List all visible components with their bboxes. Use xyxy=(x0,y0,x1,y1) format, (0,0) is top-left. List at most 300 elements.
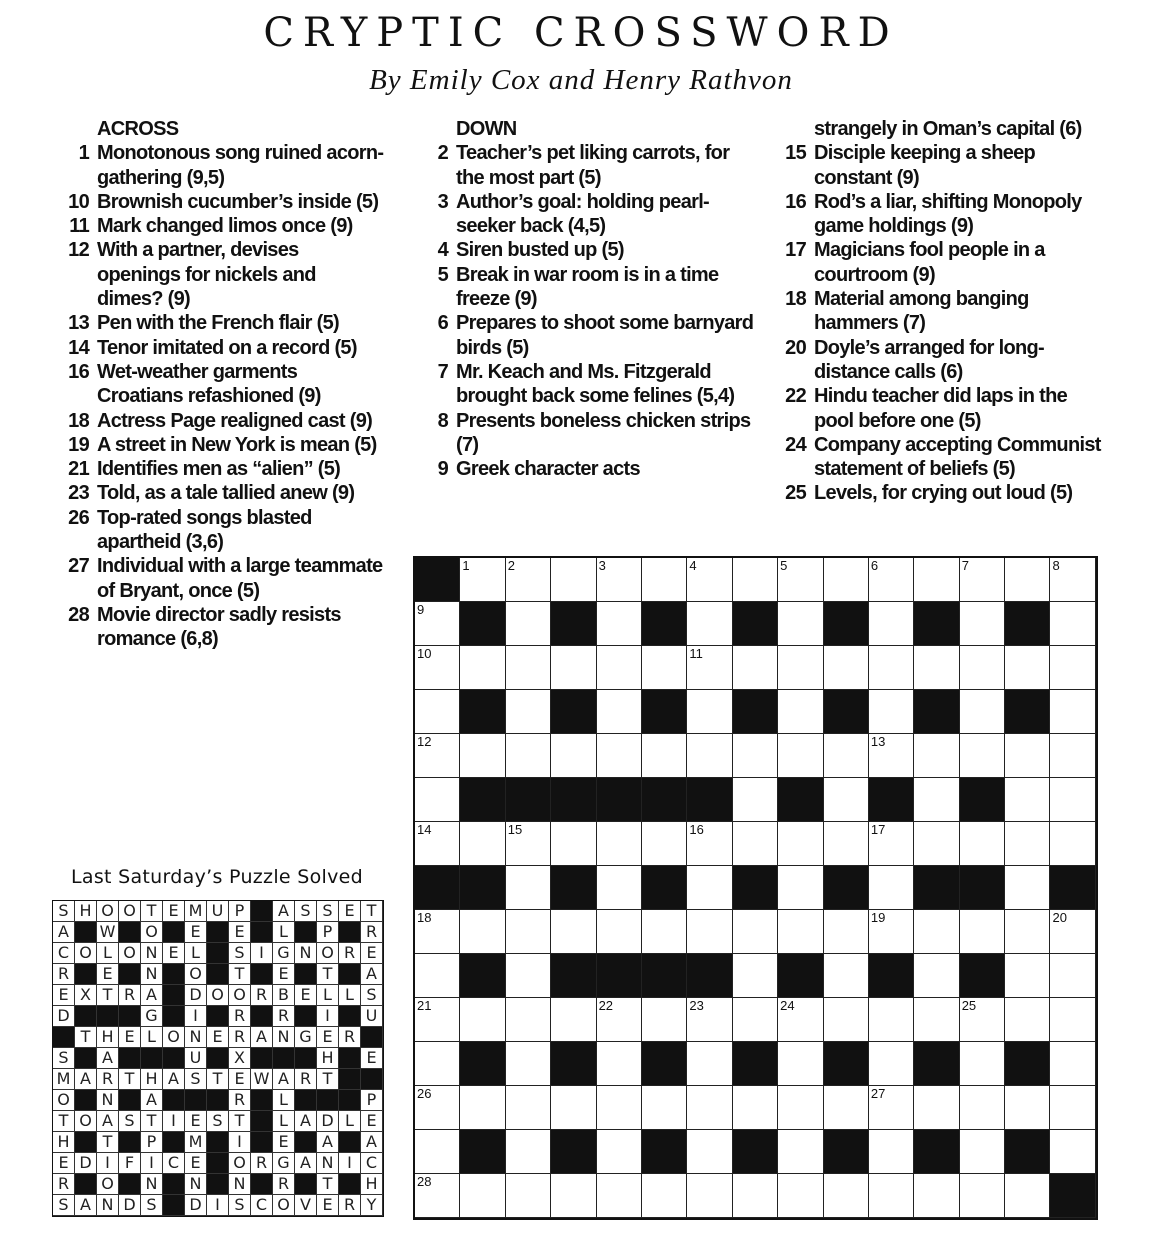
grid-square[interactable] xyxy=(778,998,823,1042)
solution-black-square xyxy=(75,1132,97,1153)
grid-square[interactable] xyxy=(506,954,551,998)
grid-square[interactable] xyxy=(460,822,505,866)
clue-number: 20 xyxy=(785,336,806,359)
clue-text: Tenor imitated on a record (5) xyxy=(97,336,357,359)
solution-black-square xyxy=(251,1048,273,1069)
solution-letter: N xyxy=(97,1090,119,1111)
grid-square[interactable] xyxy=(869,1174,914,1218)
black-square xyxy=(960,954,1005,998)
grid-square[interactable] xyxy=(1050,910,1095,954)
solution-letter: O xyxy=(75,1111,97,1132)
grid-square[interactable] xyxy=(415,910,460,954)
grid-square[interactable] xyxy=(1050,998,1095,1042)
grid-square[interactable] xyxy=(687,866,732,910)
grid-square[interactable] xyxy=(506,558,551,602)
solution-letter: T xyxy=(207,1069,229,1090)
solution-letter: N xyxy=(141,943,163,964)
grid-square[interactable] xyxy=(687,1042,732,1086)
solution-letter: E xyxy=(185,1111,207,1132)
solution-black-square xyxy=(251,1111,273,1132)
clue-number: 15 xyxy=(785,142,806,165)
grid-square[interactable] xyxy=(733,998,778,1042)
solution-letter: T xyxy=(317,964,339,985)
clue-14 xyxy=(55,336,385,360)
grid-square[interactable] xyxy=(687,690,732,734)
solution-black-square xyxy=(163,964,185,985)
solution-black-square xyxy=(251,964,273,985)
grid-square[interactable] xyxy=(869,1130,914,1174)
grid-square[interactable] xyxy=(597,1174,642,1218)
solution-letter: T xyxy=(317,1069,339,1090)
grid-square[interactable] xyxy=(415,998,460,1042)
grid-square[interactable] xyxy=(733,734,778,778)
grid-square[interactable] xyxy=(506,998,551,1042)
grid-square[interactable] xyxy=(1005,1174,1050,1218)
black-square xyxy=(551,866,596,910)
grid-square[interactable] xyxy=(415,1042,460,1086)
square-number: 26 xyxy=(417,1086,432,1101)
clue-16 xyxy=(55,360,385,409)
grid-square[interactable] xyxy=(415,822,460,866)
grid-square[interactable] xyxy=(460,1174,505,1218)
solution-letter: O xyxy=(163,1027,185,1048)
grid-square[interactable] xyxy=(824,910,869,954)
grid-square[interactable] xyxy=(914,954,959,998)
solution-letter: U xyxy=(185,1048,207,1069)
grid-square[interactable] xyxy=(778,602,823,646)
black-square xyxy=(869,954,914,998)
clue-text: Pen with the French flair (5) xyxy=(97,312,339,335)
grid-square[interactable] xyxy=(506,866,551,910)
solution-letter: R xyxy=(295,1069,317,1090)
clue-text: Levels, for crying out loud (5) xyxy=(814,482,1073,505)
solution-letter: C xyxy=(251,1195,273,1216)
clue-number: 18 xyxy=(785,288,806,311)
solution-black-square xyxy=(339,1174,361,1195)
grid-square[interactable] xyxy=(460,558,505,602)
black-square xyxy=(415,558,460,602)
clue-15 xyxy=(772,141,1102,190)
grid-square[interactable] xyxy=(551,910,596,954)
grid-square[interactable] xyxy=(551,1086,596,1130)
grid-square[interactable] xyxy=(642,910,687,954)
grid-square[interactable] xyxy=(415,954,460,998)
grid-square[interactable] xyxy=(1050,558,1095,602)
solution-letter: P xyxy=(317,922,339,943)
solution-letter: F xyxy=(119,1153,141,1174)
solution-letter: N xyxy=(295,943,317,964)
black-square xyxy=(642,602,687,646)
grid-square[interactable] xyxy=(1050,1130,1095,1174)
grid-square[interactable] xyxy=(824,998,869,1042)
grid-square[interactable] xyxy=(869,822,914,866)
grid-square[interactable] xyxy=(687,822,732,866)
solution-black-square xyxy=(207,1090,229,1111)
grid-square[interactable] xyxy=(551,1174,596,1218)
grid-square[interactable] xyxy=(506,1042,551,1086)
clue-number: 11 xyxy=(69,215,89,238)
solution-black-square xyxy=(295,1090,317,1111)
solution-letter: M xyxy=(185,901,207,922)
grid-square[interactable] xyxy=(960,822,1005,866)
grid-square[interactable] xyxy=(869,558,914,602)
grid-square[interactable] xyxy=(914,1086,959,1130)
solution-letter: D xyxy=(53,1006,75,1027)
square-number: 25 xyxy=(961,998,977,1013)
grid-square[interactable] xyxy=(869,1042,914,1086)
grid-square[interactable] xyxy=(960,1174,1005,1218)
clue-number: 2 xyxy=(437,142,448,165)
grid-square[interactable] xyxy=(869,646,914,690)
grid-square[interactable] xyxy=(824,646,869,690)
grid-square[interactable] xyxy=(869,998,914,1042)
grid-square[interactable] xyxy=(1005,910,1050,954)
grid-square[interactable] xyxy=(687,1174,732,1218)
grid-square[interactable] xyxy=(733,646,778,690)
grid-square[interactable] xyxy=(687,1130,732,1174)
black-square xyxy=(460,778,505,822)
square-number: 24 xyxy=(780,998,795,1013)
square-number: 6 xyxy=(870,558,879,573)
solution-letter: L xyxy=(273,1111,295,1132)
black-square xyxy=(551,690,596,734)
grid-square[interactable] xyxy=(778,1042,823,1086)
grid-square[interactable] xyxy=(1050,1086,1095,1130)
solution-letter: N xyxy=(317,1153,339,1174)
clue-8 xyxy=(414,409,754,458)
solution-letter: W xyxy=(97,922,119,943)
clue-9-continued: strangely in Oman’s capital (6) xyxy=(814,118,1082,140)
grid-square[interactable] xyxy=(960,602,1005,646)
grid-square[interactable] xyxy=(460,646,505,690)
grid-square[interactable] xyxy=(642,822,687,866)
down-heading: DOWN xyxy=(456,118,517,140)
grid-square[interactable] xyxy=(415,1086,460,1130)
clue-number: 1 xyxy=(78,142,89,165)
grid-square[interactable] xyxy=(597,866,642,910)
solution-letter: L xyxy=(273,922,295,943)
clue-text: Siren busted up (5) xyxy=(456,239,624,262)
solution-letter: M xyxy=(185,1132,207,1153)
grid-square[interactable] xyxy=(597,558,642,602)
black-square xyxy=(551,778,596,822)
solution-letter: N xyxy=(185,1174,207,1195)
grid-square[interactable] xyxy=(778,734,823,778)
grid-square[interactable] xyxy=(506,1174,551,1218)
grid-square[interactable] xyxy=(960,646,1005,690)
grid-square[interactable] xyxy=(506,602,551,646)
solution-black-square xyxy=(251,1132,273,1153)
grid-square[interactable] xyxy=(1050,954,1095,998)
clue-text: A street in New York is mean (5) xyxy=(97,433,377,456)
clue-number: 25 xyxy=(785,482,806,505)
solution-letter: E xyxy=(295,985,317,1006)
grid-square[interactable] xyxy=(597,822,642,866)
grid-square[interactable] xyxy=(551,822,596,866)
clue-text: Magicians fool people in a courtroom (9) xyxy=(814,239,1045,286)
grid-square[interactable] xyxy=(824,778,869,822)
solution-letter: D xyxy=(185,985,207,1006)
grid-square[interactable] xyxy=(597,602,642,646)
solution-black-square xyxy=(251,1174,273,1195)
grid-square[interactable] xyxy=(1005,646,1050,690)
grid-square[interactable] xyxy=(551,734,596,778)
solution-letter: N xyxy=(229,1174,251,1195)
grid-square[interactable] xyxy=(597,690,642,734)
grid-square[interactable] xyxy=(506,734,551,778)
grid-square[interactable] xyxy=(1005,778,1050,822)
page-title: CRYPTIC CROSSWORD xyxy=(263,10,899,56)
clue-21 xyxy=(55,457,385,481)
solution-letter: O xyxy=(75,943,97,964)
grid-square[interactable] xyxy=(1050,822,1095,866)
solution-letter: P xyxy=(229,901,251,922)
clue-13 xyxy=(55,311,385,335)
clue-6 xyxy=(414,311,754,360)
grid-square[interactable] xyxy=(824,1086,869,1130)
black-square xyxy=(460,1130,505,1174)
grid-square[interactable] xyxy=(642,998,687,1042)
grid-square[interactable] xyxy=(869,734,914,778)
grid-square[interactable] xyxy=(778,558,823,602)
solution-black-square xyxy=(119,922,141,943)
grid-square[interactable] xyxy=(869,602,914,646)
black-square xyxy=(642,866,687,910)
grid-square[interactable] xyxy=(506,822,551,866)
square-number: 13 xyxy=(870,734,886,749)
grid-square[interactable] xyxy=(824,822,869,866)
clue-number: 14 xyxy=(68,336,89,359)
solution-letter: E xyxy=(339,901,361,922)
solution-letter: L xyxy=(97,943,119,964)
solution-black-square xyxy=(119,1006,141,1027)
grid-square[interactable] xyxy=(687,602,732,646)
grid-square[interactable] xyxy=(1005,998,1050,1042)
grid-square[interactable] xyxy=(687,1086,732,1130)
grid-square[interactable] xyxy=(460,1086,505,1130)
grid-square[interactable] xyxy=(733,1174,778,1218)
solution-letter: E xyxy=(317,1195,339,1216)
square-number: 2 xyxy=(507,558,516,573)
grid-square[interactable] xyxy=(597,1086,642,1130)
grid-square[interactable] xyxy=(778,1174,823,1218)
grid-square[interactable] xyxy=(506,646,551,690)
grid-square[interactable] xyxy=(597,1130,642,1174)
grid-square[interactable] xyxy=(597,910,642,954)
clue-number: 4 xyxy=(437,239,448,262)
grid-square[interactable] xyxy=(914,558,959,602)
grid-square[interactable] xyxy=(778,910,823,954)
grid-square[interactable] xyxy=(506,690,551,734)
grid-square[interactable] xyxy=(415,602,460,646)
solution-black-square xyxy=(207,1006,229,1027)
solution-letter: I xyxy=(141,1153,163,1174)
grid-square[interactable] xyxy=(824,558,869,602)
grid-square[interactable] xyxy=(1050,602,1095,646)
clue-number: 8 xyxy=(437,409,448,432)
grid-square[interactable] xyxy=(415,690,460,734)
grid-square[interactable] xyxy=(960,558,1005,602)
grid-square[interactable] xyxy=(778,1086,823,1130)
clue-17 xyxy=(772,238,1102,287)
solution-letter: S xyxy=(295,901,317,922)
solution-letter: R xyxy=(53,1174,75,1195)
grid-square[interactable] xyxy=(415,734,460,778)
solution-letter: A xyxy=(141,1090,163,1111)
grid-square[interactable] xyxy=(415,1130,460,1174)
grid-square[interactable] xyxy=(551,646,596,690)
grid-square[interactable] xyxy=(824,734,869,778)
grid-square[interactable] xyxy=(687,910,732,954)
solution-letter: E xyxy=(163,901,185,922)
clue-4 xyxy=(414,238,754,262)
clue-number: 7 xyxy=(437,360,448,383)
grid-square[interactable] xyxy=(597,1042,642,1086)
solution-letter: A xyxy=(97,1048,119,1069)
grid-square[interactable] xyxy=(597,734,642,778)
grid-square[interactable] xyxy=(960,690,1005,734)
grid-square[interactable] xyxy=(778,690,823,734)
grid-square[interactable] xyxy=(914,1174,959,1218)
square-number: 21 xyxy=(417,998,432,1013)
grid-square[interactable] xyxy=(733,558,778,602)
solution-letter: L xyxy=(185,943,207,964)
grid-square[interactable] xyxy=(733,822,778,866)
grid-square[interactable] xyxy=(869,910,914,954)
grid-square[interactable] xyxy=(914,822,959,866)
grid-square[interactable] xyxy=(460,998,505,1042)
grid-square[interactable] xyxy=(960,1086,1005,1130)
grid-square[interactable] xyxy=(778,822,823,866)
solution-black-square xyxy=(251,1090,273,1111)
grid-square[interactable] xyxy=(960,998,1005,1042)
grid-square[interactable] xyxy=(642,646,687,690)
solution-black-square xyxy=(339,922,361,943)
solution-letter: N xyxy=(185,1027,207,1048)
grid-square[interactable] xyxy=(733,778,778,822)
grid-square[interactable] xyxy=(1050,778,1095,822)
grid-square[interactable] xyxy=(1050,734,1095,778)
grid-square[interactable] xyxy=(597,998,642,1042)
grid-square[interactable] xyxy=(1050,646,1095,690)
grid-square[interactable] xyxy=(687,998,732,1042)
solution-letter: L xyxy=(317,985,339,1006)
grid-square[interactable] xyxy=(551,558,596,602)
black-square xyxy=(778,954,823,998)
grid-square[interactable] xyxy=(733,1086,778,1130)
clue-27 xyxy=(55,554,385,603)
grid-square[interactable] xyxy=(642,1174,687,1218)
grid-square[interactable] xyxy=(778,866,823,910)
grid-square[interactable] xyxy=(869,1086,914,1130)
black-square xyxy=(597,778,642,822)
grid-square[interactable] xyxy=(1050,1042,1095,1086)
black-square xyxy=(869,778,914,822)
grid-square[interactable] xyxy=(914,734,959,778)
grid-square[interactable] xyxy=(1005,734,1050,778)
grid-square[interactable] xyxy=(506,1086,551,1130)
grid-square[interactable] xyxy=(869,690,914,734)
clue-number: 9 xyxy=(437,458,448,481)
grid-square[interactable] xyxy=(914,646,959,690)
grid-square[interactable] xyxy=(733,954,778,998)
solution-black-square xyxy=(295,1174,317,1195)
clue-text: Movie director sadly resists romance (6,8) xyxy=(97,603,341,651)
grid-square[interactable] xyxy=(1005,866,1050,910)
solution-letter: U xyxy=(361,1006,383,1027)
clue-28 xyxy=(55,603,385,652)
solution-letter: E xyxy=(119,1027,141,1048)
black-square xyxy=(551,954,596,998)
solution-letter: R xyxy=(339,1195,361,1216)
solution-letter: T xyxy=(53,1111,75,1132)
grid-square[interactable] xyxy=(415,778,460,822)
grid-square[interactable] xyxy=(415,646,460,690)
down-clues xyxy=(414,117,754,481)
grid-square[interactable] xyxy=(642,734,687,778)
grid-square[interactable] xyxy=(1005,558,1050,602)
grid-square[interactable] xyxy=(551,998,596,1042)
grid-square[interactable] xyxy=(1005,954,1050,998)
grid-square[interactable] xyxy=(824,1174,869,1218)
grid-square[interactable] xyxy=(824,954,869,998)
solution-letter: A xyxy=(295,1111,317,1132)
solution-letter: O xyxy=(53,1090,75,1111)
black-square xyxy=(1050,866,1095,910)
solution-black-square xyxy=(97,1006,119,1027)
grid-square[interactable] xyxy=(642,558,687,602)
grid-square[interactable] xyxy=(506,910,551,954)
grid-square[interactable] xyxy=(1005,1086,1050,1130)
grid-square[interactable] xyxy=(597,646,642,690)
solution-letter: Y xyxy=(361,1195,383,1216)
black-square xyxy=(642,1042,687,1086)
grid-square[interactable] xyxy=(960,734,1005,778)
grid-square[interactable] xyxy=(415,1174,460,1218)
solution-letter: H xyxy=(317,1048,339,1069)
solution-letter: S xyxy=(207,1111,229,1132)
solution-black-square xyxy=(339,1132,361,1153)
grid-square[interactable] xyxy=(914,778,959,822)
grid-square[interactable] xyxy=(733,910,778,954)
clue-number: 21 xyxy=(68,458,89,481)
solution-black-square xyxy=(361,1069,383,1090)
black-square xyxy=(642,1130,687,1174)
grid-square[interactable] xyxy=(869,866,914,910)
grid-square[interactable] xyxy=(506,1130,551,1174)
grid-square[interactable] xyxy=(460,734,505,778)
grid-square[interactable] xyxy=(687,558,732,602)
grid-square[interactable] xyxy=(960,1042,1005,1086)
grid-square[interactable] xyxy=(778,646,823,690)
grid-square[interactable] xyxy=(960,1130,1005,1174)
solution-black-square xyxy=(207,1153,229,1174)
grid-square[interactable] xyxy=(960,910,1005,954)
grid-square[interactable] xyxy=(687,734,732,778)
grid-square[interactable] xyxy=(1050,690,1095,734)
grid-square[interactable] xyxy=(914,910,959,954)
solution-letter: R xyxy=(339,943,361,964)
grid-square[interactable] xyxy=(642,1086,687,1130)
solution-letter: R xyxy=(229,1027,251,1048)
grid-square[interactable] xyxy=(1005,822,1050,866)
grid-square[interactable] xyxy=(687,646,732,690)
grid-square[interactable] xyxy=(778,1130,823,1174)
grid-square[interactable] xyxy=(914,998,959,1042)
grid-square[interactable] xyxy=(460,910,505,954)
solution-letter: A xyxy=(75,1069,97,1090)
clue-text: Top-rated songs blasted apartheid (3,6) xyxy=(97,506,312,554)
